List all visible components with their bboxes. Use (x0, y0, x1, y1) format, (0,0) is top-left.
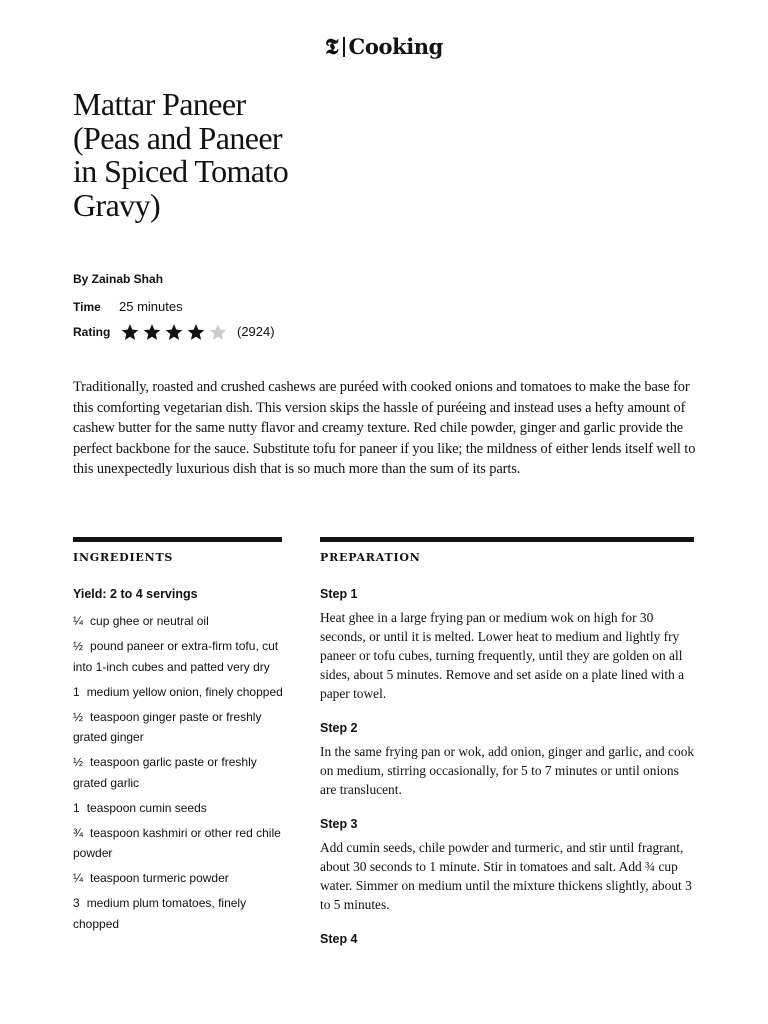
ingredient-item (73, 707, 285, 748)
nyt-t-icon: 𝕿 (325, 34, 339, 60)
ingredient-item (73, 611, 285, 632)
preparation-step (320, 586, 698, 703)
ingredient-text: medium yellow onion, finely chopped (86, 684, 283, 699)
time-label: Time (73, 300, 101, 314)
ingredient-item (73, 798, 285, 819)
ingredient-item (73, 868, 285, 889)
step-title: Step 1 (320, 587, 358, 601)
ingredient-text: cup ghee or neutral oil (90, 614, 209, 628)
preparation-step (320, 931, 698, 947)
step-text: In the same frying pan or wok, add onion, ginger and garlic, and cook on medium, stirring occasionally, for 5 to 7 minutes or until onions are translucent. (320, 744, 695, 797)
logo-wordmark: Cooking (348, 34, 443, 59)
recipe-intro: Traditionally, roasted and crushed cashews are puréed with cooked onions and tomatoes to make the base for this comforting vegetarian dish. This version skips the hassle of puréeing and instead uses a hefty amount of cashew butter for the same nutty flavor and creamy texture. Red chile powder, ginger and garlic provide the perfect backbone for the sauce. Substitute tofu for paneer if you like; the mildness of either lends itself well to this unexpectedly luxurious dish that is so much more than the sum of its parts. (73, 379, 696, 478)
ingredients-divider (73, 537, 282, 542)
rating-label: Rating (73, 325, 111, 339)
rating-row (73, 322, 275, 342)
time-value: 25 minutes (119, 299, 183, 314)
ingredient-quantity: 1 (73, 684, 80, 699)
recipe-yield: Yield: 2 to 4 servings (73, 587, 198, 601)
ingredient-quantity: ½ (73, 755, 84, 769)
ingredient-text: teaspoon cumin seeds (86, 800, 207, 815)
step-title: Step 2 (320, 721, 358, 735)
time-row (73, 299, 183, 315)
ingredient-text: teaspoon ginger paste or freshly grated ginger (73, 709, 262, 744)
rating-stars[interactable] (119, 322, 229, 342)
logo-divider (343, 37, 345, 57)
ingredient-text: pound paneer or extra-firm tofu, cut into 1-inch cubes and patted very dry (73, 639, 279, 674)
star-filled-icon (163, 322, 185, 342)
recipe-byline[interactable]: By Zainab Shah (73, 272, 164, 286)
ingredient-item (73, 893, 285, 934)
ingredient-text: teaspoon turmeric powder (90, 871, 229, 885)
rating-count: (2924) (237, 324, 275, 339)
ingredients-heading: INGREDIENTS (73, 551, 174, 564)
step-text: Heat ghee in a large frying pan or medium wok on high for 30 seconds, or until it is melted. Lower heat to medium and lightly fry paneer or tofu cubes, turning frequently, until they are golden on all sides, about 5 minutes. Remove and set aside on a plate lined with a paper towel. (320, 610, 685, 701)
ingredient-quantity: ¼ (73, 614, 84, 628)
ingredient-text: teaspoon kashmiri or other red chile powder (73, 825, 281, 860)
preparation-heading: PREPARATION (320, 551, 421, 564)
ingredient-item (73, 752, 285, 793)
recipe-title: Mattar Paneer (Peas and Paneer in Spiced Tomato Gravy) (73, 86, 289, 223)
ingredient-quantity: ¾ (73, 825, 84, 840)
step-text: Add cumin seeds, chile powder and turmeric, and stir until fragrant, about 30 seconds to 1 minute. Stir in tomatoes and salt. Add ¾ cup water. Simmer on medium until the mixture thickens slightly, about 3 to 5 minutes. (320, 840, 692, 912)
ingredient-item (73, 682, 285, 703)
ingredient-quantity: ¼ (73, 871, 84, 885)
preparation-step (320, 816, 698, 914)
star-filled-icon (141, 322, 163, 342)
ingredient-quantity: 3 (73, 896, 80, 910)
preparation-steps (320, 586, 698, 964)
nyt-cooking-logo[interactable] (0, 33, 768, 61)
star-filled-icon (119, 322, 141, 342)
preparation-divider (320, 537, 694, 542)
step-title: Step 3 (320, 817, 358, 831)
star-filled-icon (185, 322, 207, 342)
ingredient-list (73, 611, 285, 939)
ingredient-quantity: 1 (73, 800, 80, 815)
ingredient-text: medium plum tomatoes, finely chopped (73, 896, 247, 931)
ingredient-item (73, 823, 285, 864)
step-title: Step 4 (320, 932, 358, 946)
ingredient-item (73, 636, 285, 677)
preparation-step (320, 720, 698, 799)
ingredient-text: teaspoon garlic paste or freshly grated garlic (73, 755, 257, 790)
ingredient-quantity: ½ (73, 709, 84, 724)
ingredient-quantity: ½ (73, 639, 84, 653)
star-empty-icon (207, 322, 229, 342)
